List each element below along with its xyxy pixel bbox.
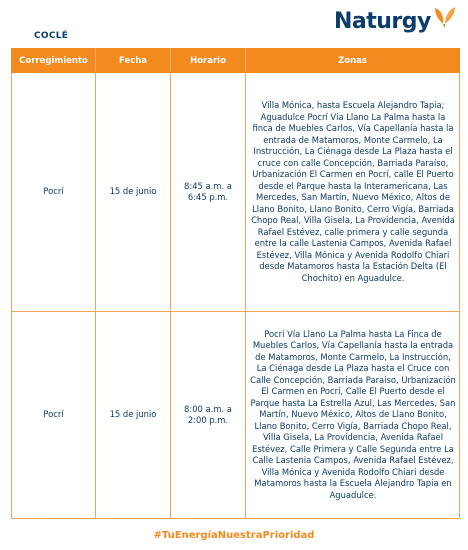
cell-zonas: Pocrí Vía Llano La Palma hasta La Finca de Muebles Carlos, Vía Capellanía hasta la entrada de Matamoros, Monte Carmelo, La Instrucción, La Ciénaga desde La Plaza hasta el Cruce con Calle Concepción, Barriada Paraíso, Urbanización El Carmen en Pocrí, Calle El Puerto desde el Parque hasta La Estrella Azul, Las Mercedes, San Martín, Nuevo México, Altos de Llano Bonito, Llano Bonito, Cerro Vigía, Barriada Chopo Real, Villa Gisela, La Providencia, Avenida Rafael Estévez, Calle Primera y Calle Segunda entre La Calle Lastenia Campos, Avenida Rafael Estévez, Villa Mónica y Avenida Rodolfo Chiari desde Matamoros hasta la Escuela Alejandro Tapia en Aguadulce. xyxy=(246,312,460,519)
cell-zonas: Villa Mónica, hasta Escuela Alejandro Tapia; Aguadulce Pocrí Vía Llano La Palma hasta la finca de Muebles Carlos, Vía Capellanía hasta la entrada de Matamoros, Monte Carmelo, La Instrucción, La Ciénaga desde La Plaza hasta el cruce con calle Concepción, Barriada Paraíso, Urbanización El Carmen en Pocrí, calle El Puerto desde el Parque hasta la Interamericana, Las Mercedes, San Martín, Nuevo México, Altos de Llano Bonito, Llano Bonito, Cerro Vigía, Barriada Chopo Real, Villa Gisela, La Providencia, Avenida Rafael Estévez, calle primera y calle segunda entre la calle Lastenia Campos, Avenida Rafael Estévez, Villa Mónica y Avenida Rodolfo Chiari desde Matamoros hasta la Estación Delta (El Chochito) en Aguadulce. xyxy=(246,73,460,312)
table-row xyxy=(12,73,460,312)
cell-corregimiento: Pocrí xyxy=(12,73,96,312)
cell-fecha: 15 de junio xyxy=(96,73,171,312)
column-header-corregimiento: Corregimiento xyxy=(12,49,96,73)
campaign-hashtag: #TuEnergíaNuestraPrioridad xyxy=(153,530,315,541)
table-row xyxy=(12,312,460,519)
horario-text: 8:45 a.m. a 6:45 p.m. xyxy=(184,180,232,202)
brand-name: Naturgy xyxy=(334,9,431,34)
column-header-horario: Horario xyxy=(171,49,246,73)
province-title: COCLÉ xyxy=(34,31,69,41)
naturgy-logo xyxy=(334,8,458,36)
column-header-zonas: Zonas xyxy=(246,49,460,73)
cell-horario xyxy=(171,312,246,519)
horario-text: 8:00 a.m. a 2:00 p.m. xyxy=(184,403,232,425)
butterfly-icon xyxy=(432,6,458,35)
table-header-row xyxy=(12,49,460,73)
cell-fecha: 15 de junio xyxy=(96,312,171,519)
outage-schedule-table xyxy=(11,48,460,519)
cell-horario xyxy=(171,73,246,312)
cell-corregimiento: Pocrí xyxy=(12,312,96,519)
column-header-fecha: Fecha xyxy=(96,49,171,73)
